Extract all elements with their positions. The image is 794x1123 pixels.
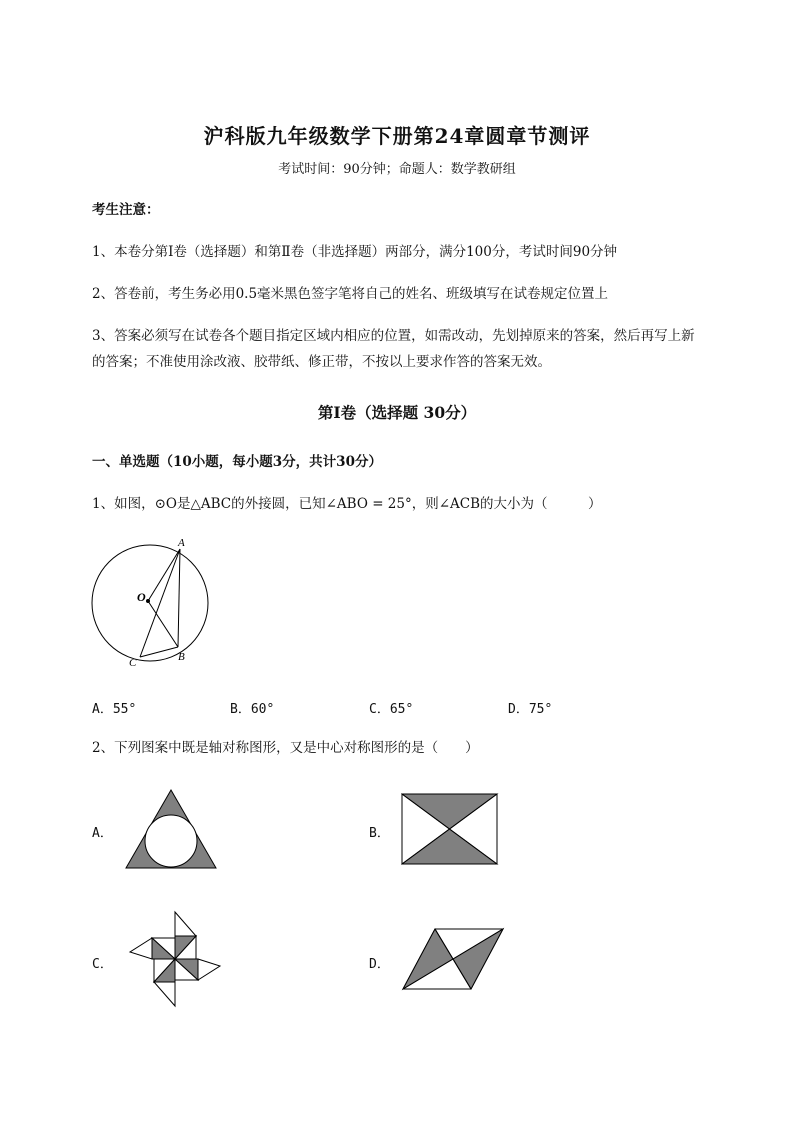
question-2-option-d[interactable]: D． — [369, 957, 390, 972]
question-1-stem: 1、如图，⊙O是△ABC的外接圆，已知∠ABO = 25°，则∠ACB的大小为（ ） — [92, 496, 602, 512]
parallelogram-figure — [401, 927, 505, 991]
page-title: 沪科版九年级数学下册第24章圆章节测评 — [203, 124, 591, 148]
question-2-stem: 2、下列图案中既是轴对称图形，又是中心对称图形的是（ ） — [92, 740, 479, 756]
label-o: O — [137, 590, 146, 604]
notice-item-1: 1、本卷分第I卷（选择题）和第Ⅱ卷（非选择题）两部分，满分100分，考试时间90分钟 — [92, 244, 618, 260]
circumcircle — [92, 545, 208, 661]
notice-item-3: 3、答案必须写在试卷各个题目指定区域内相应的位置，如需改动，先划掉原来的答案，然后再写上新 — [92, 328, 695, 344]
question-2-option-a[interactable]: A． — [92, 826, 113, 841]
notice-item-2: 2、答卷前，考生务必用0.5毫米黑色签字笔将自己的姓名、班级填写在试卷规定位置上 — [92, 286, 609, 302]
page-subtitle: 考试时间：90分钟；命题人：数学教研组 — [278, 162, 516, 177]
segment-ab — [178, 549, 180, 647]
triangle-with-circle-figure — [124, 788, 218, 870]
rectangle-bowtie-figure — [401, 793, 499, 865]
question-2-option-c[interactable]: C． — [92, 957, 113, 972]
label-b: B — [178, 651, 185, 663]
question-1-option-c[interactable]: C．65° — [369, 702, 414, 717]
section-title: 第I卷（选择题 30分） — [317, 403, 477, 422]
segment-cb — [140, 647, 178, 657]
label-c: C — [129, 657, 137, 669]
question-2-option-b[interactable]: B． — [369, 826, 390, 841]
notice-heading: 考生注意： — [92, 202, 160, 218]
label-a: A — [178, 537, 185, 549]
pinwheel-figure — [126, 910, 224, 1008]
center-point — [146, 599, 150, 603]
part-heading: 一、单选题（10小题，每小题3分，共计30分） — [92, 454, 382, 470]
question-1-option-a[interactable]: A．55° — [92, 702, 137, 717]
question-1-circle-figure — [88, 535, 218, 670]
notice-item-3-cont: 的答案；不准使用涂改液、胶带纸、修正带，不按以上要求作答的答案无效。 — [92, 354, 551, 370]
question-1-option-b[interactable]: B．60° — [230, 702, 275, 717]
question-1-option-d[interactable]: D．75° — [508, 702, 553, 717]
